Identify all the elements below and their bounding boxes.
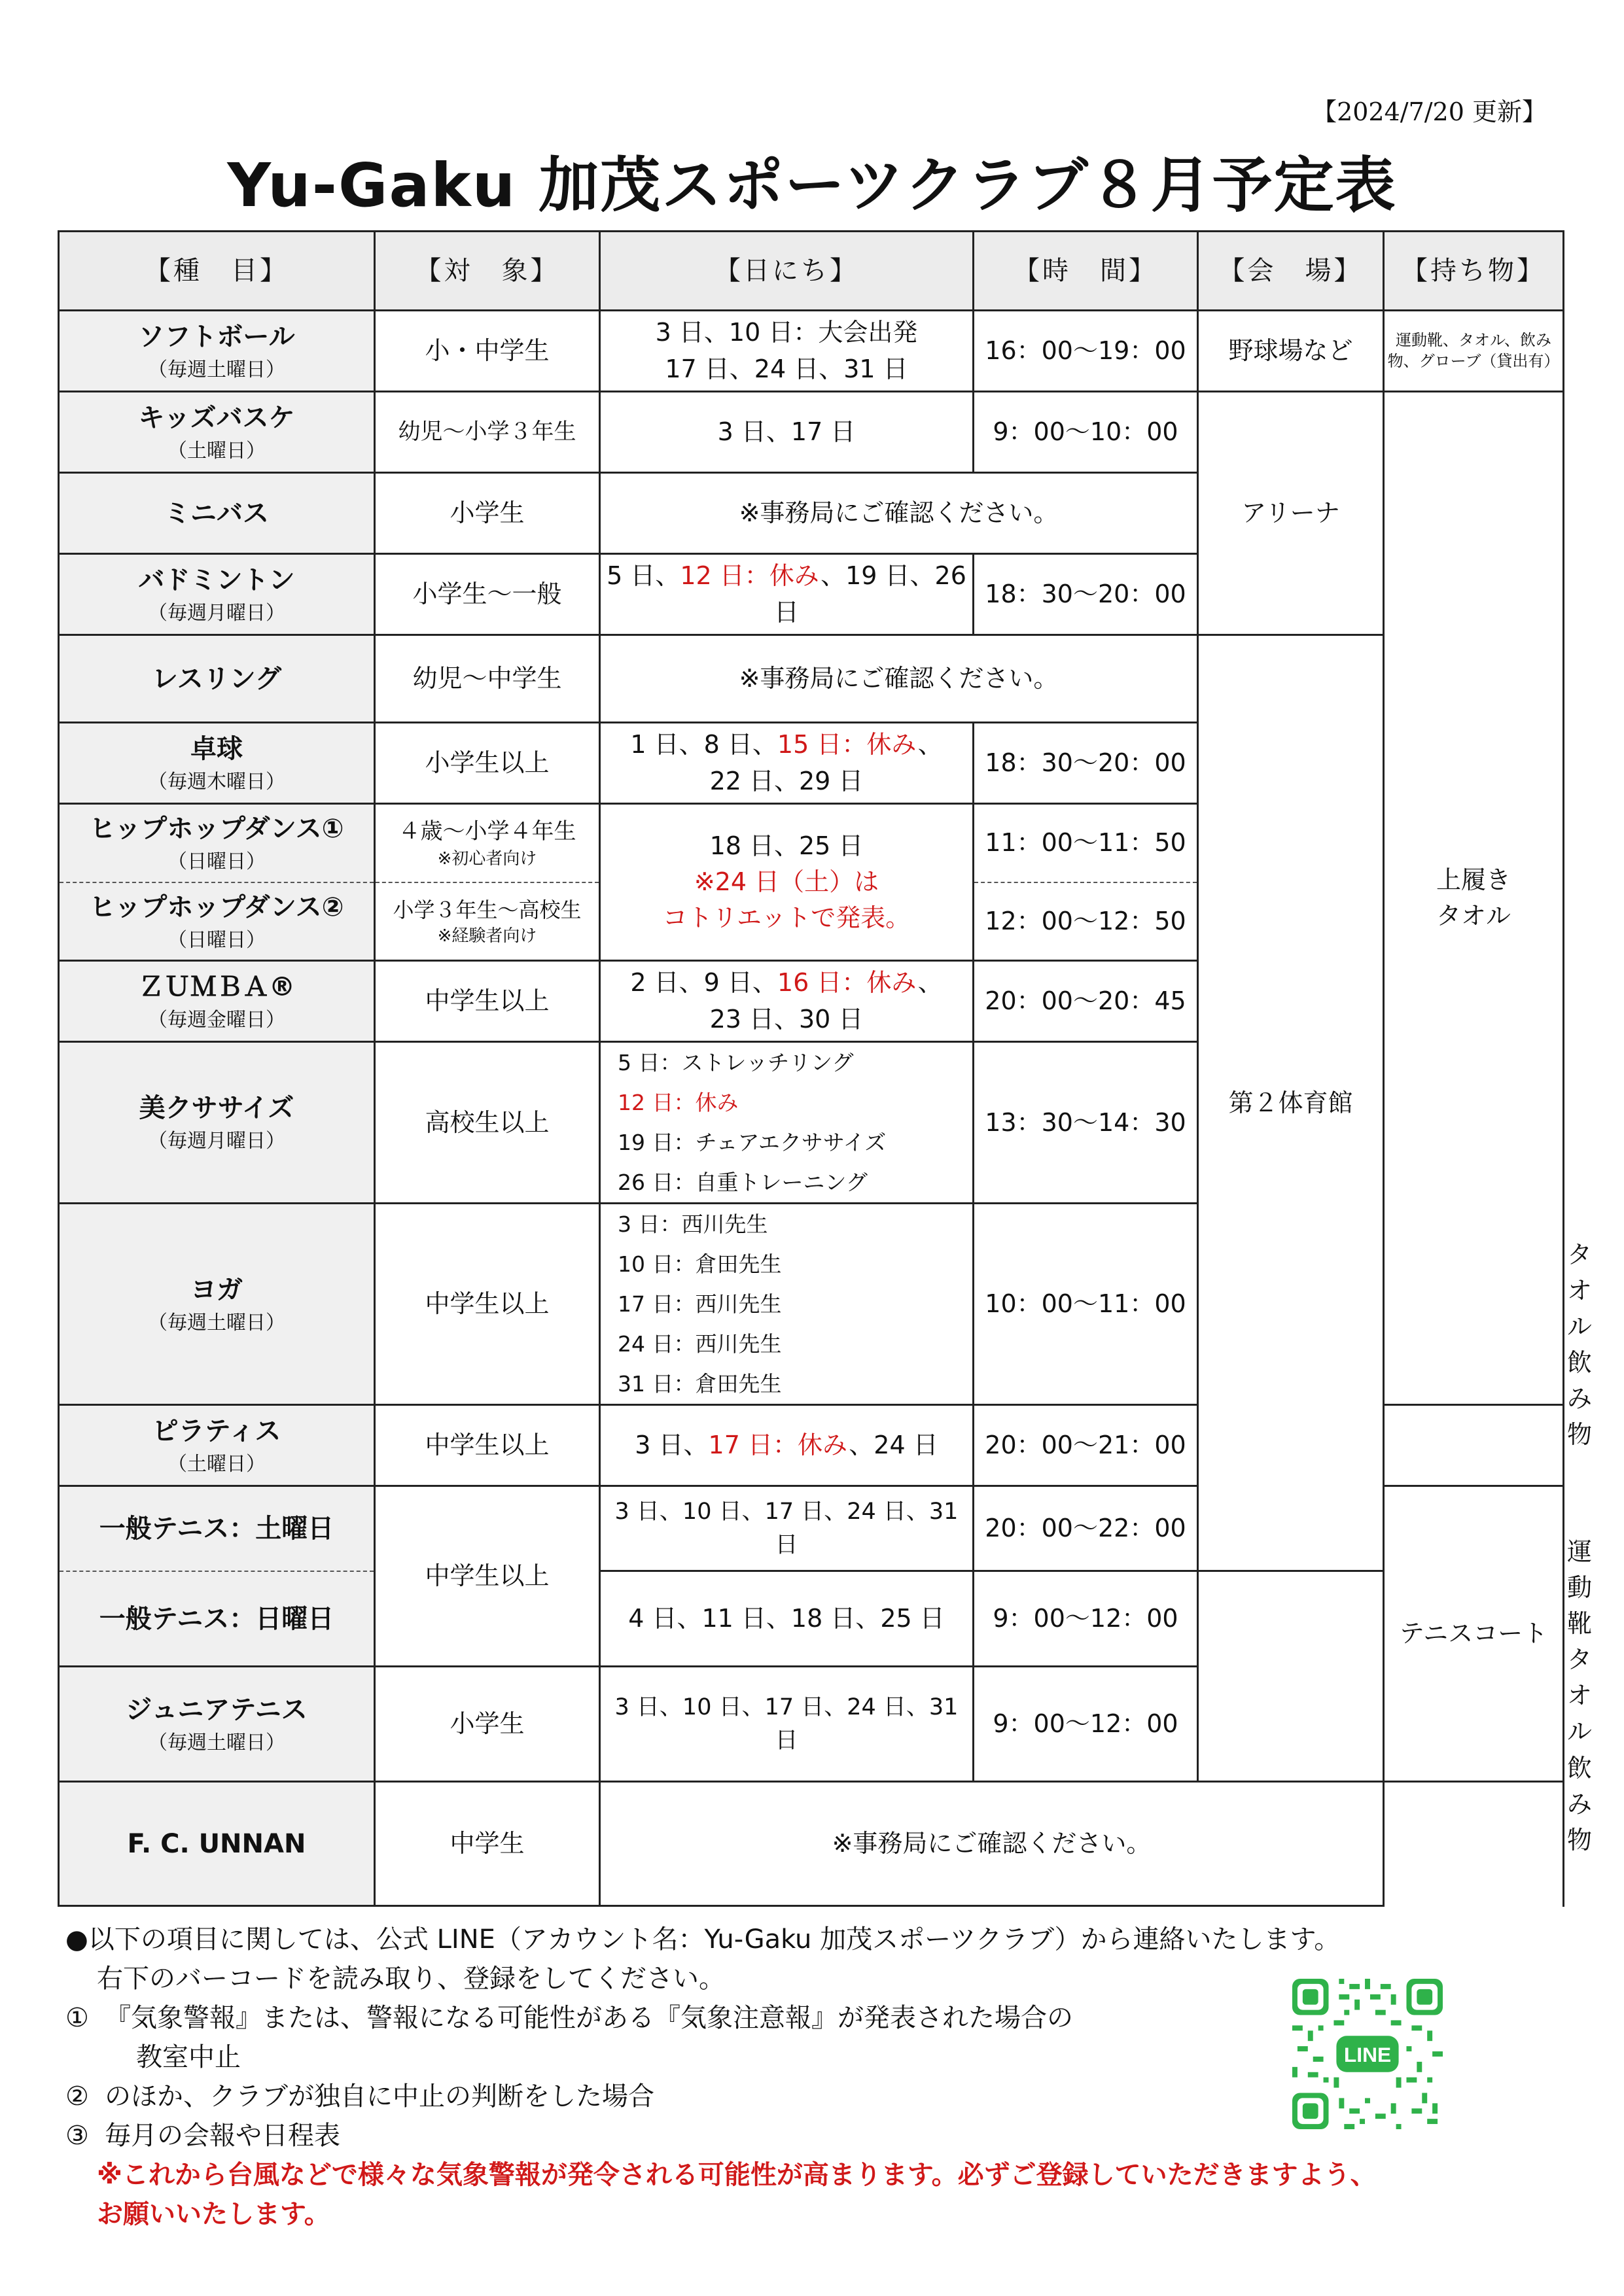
col-header-target: 【対 象】 xyxy=(375,232,600,311)
sport-name: レスリング xyxy=(152,663,281,694)
target-cell: 小学生 xyxy=(375,1667,600,1782)
notes-intro: ●以下の項目に関しては、公式 LINE（アカウント名：Yu-Gaku 加茂スポーツクラブ）から連絡いたします。 xyxy=(65,1924,1341,1955)
notes-item-number: ① xyxy=(65,2003,89,2033)
target-cell: 中学生以上 xyxy=(375,1405,600,1486)
belongings-cell xyxy=(1384,311,1564,392)
sport-schedule: （毎週土曜日） xyxy=(148,1731,285,1755)
sport-name: ピラティス xyxy=(152,1416,281,1447)
dates-cell-hiphop xyxy=(600,804,974,961)
dates-holiday: 12 日：休み xyxy=(680,561,821,591)
sport-name: キッズバスケ xyxy=(138,402,295,433)
sport-cell xyxy=(59,1486,375,1571)
list-item: 31 日：倉田先生 xyxy=(618,1371,782,1397)
sport-schedule: （土曜日） xyxy=(168,1453,266,1476)
time-cell: 9：00〜12：00 xyxy=(974,1571,1198,1667)
dates-text: 、24 日 xyxy=(849,1431,938,1460)
dates-text: 1 日、8 日、 xyxy=(630,730,777,759)
venue-cell-tennis: テニスコート xyxy=(1384,1486,1564,1782)
table-row xyxy=(59,1782,1564,1906)
sport-cell xyxy=(59,1782,375,1906)
time-cell: 9：00〜10：00 xyxy=(974,392,1198,473)
table-row xyxy=(59,311,1564,392)
sport-name: ミニバス xyxy=(164,498,269,529)
sport-cell xyxy=(59,723,375,804)
time-cell: 18：30〜20：00 xyxy=(974,723,1198,804)
sport-schedule: （毎週土曜日） xyxy=(148,1312,285,1335)
target-cell-tennis: 中学生以上 xyxy=(375,1486,600,1667)
sport-cell xyxy=(59,1204,375,1405)
venue-cell: 野球場など xyxy=(1198,311,1384,392)
sport-name: ＺＵＭＢＡ® xyxy=(138,971,295,1002)
table-row: ヨガ （毎週土曜日） 中学生以上 3 日：西川先生 10 日：倉田先生 17 日：西川先生 24 日：西川先生 31 日：倉田先生 10：00〜11：00 タオル 飲み物 xyxy=(59,1204,1564,1405)
time-cell: 9：00〜12：00 xyxy=(974,1667,1198,1782)
time-cell: 18：30〜20：00 xyxy=(974,554,1198,635)
time-cell: 16：00〜19：00 xyxy=(974,311,1198,392)
target-cell: 小学生以上 xyxy=(375,723,600,804)
notes-item-number: ② xyxy=(65,2081,89,2112)
table-row xyxy=(59,1667,1564,1782)
sport-schedule: （毎週土曜日） xyxy=(148,358,285,381)
time-cell: 20：00〜20：45 xyxy=(974,961,1198,1042)
target-cell: 小学生〜一般 xyxy=(375,554,600,635)
dates-cell xyxy=(600,311,974,392)
sport-schedule: （毎週木曜日） xyxy=(148,770,285,793)
col-header-sport: 【種 目】 xyxy=(59,232,375,311)
target-note: ※初心者向け xyxy=(437,848,537,869)
sport-name: ヒップホップダンス① xyxy=(89,814,344,844)
notes-item-text: のほか、クラブが独自に中止の判断をした場合 xyxy=(105,2081,654,2112)
dates-line: 17 日、24 日、31 日 xyxy=(665,354,908,383)
sport-name: 一般テニス：土曜日 xyxy=(99,1514,334,1544)
sport-name: ヨガ xyxy=(190,1275,243,1306)
dates-line: 18 日、25 日 xyxy=(709,831,864,860)
dates-note: コトリエットで発表。 xyxy=(662,903,911,933)
time-cell: 10：00〜11：00 xyxy=(974,1204,1198,1405)
sport-schedule: （毎週月曜日） xyxy=(148,1130,285,1153)
dates-cell xyxy=(600,1405,974,1486)
sport-cell xyxy=(59,473,375,554)
sport-cell xyxy=(59,1667,375,1782)
sport-name: 一般テニス：日曜日 xyxy=(99,1603,334,1634)
sport-name: F. C. UNNAN xyxy=(127,1828,306,1859)
target-cell: 小学生 xyxy=(375,473,600,554)
sport-cell xyxy=(59,882,375,961)
update-note: 【2024/7/20 更新】 xyxy=(1312,97,1547,126)
target-text: ４歳〜小学４年生 xyxy=(398,818,576,845)
dates-text: 5 日、 xyxy=(607,561,680,591)
belongings-item: タオル xyxy=(1436,901,1511,931)
dates-holiday: 17 日：休み xyxy=(708,1431,849,1460)
time-cell: 12：00〜12：50 xyxy=(974,882,1198,961)
target-cell: 中学生 xyxy=(375,1782,600,1906)
list-item: 26 日：自重トレーニング xyxy=(618,1170,868,1196)
list-item-holiday: 12 日：休み xyxy=(618,1090,739,1116)
sport-cell xyxy=(59,635,375,723)
dates-text: 3 日、 xyxy=(635,1431,709,1460)
table-row xyxy=(59,635,1564,723)
sport-name: 卓球 xyxy=(190,733,243,764)
sport-name: ヒップホップダンス② xyxy=(89,892,344,922)
col-header-time: 【時 間】 xyxy=(974,232,1198,311)
sport-name: ジュニアテニス xyxy=(126,1695,308,1726)
dates-cell xyxy=(600,723,974,804)
sport-schedule: （毎週金曜日） xyxy=(148,1008,285,1032)
notes-item-1-cont: 教室中止 xyxy=(136,2042,241,2072)
dates-text: 、 xyxy=(917,968,943,998)
belongings-text: 運動靴、タオル、飲み物、グローブ（貸出有） xyxy=(1387,331,1560,370)
sport-name: 美クササイズ xyxy=(139,1093,294,1124)
dates-text: 、 xyxy=(917,730,943,759)
dates-cell: 3 日、10 日、17 日、24 日、31 日 xyxy=(600,1667,974,1782)
notes-item-text: 毎月の会報や日程表 xyxy=(105,2121,340,2151)
notes-intro-2: 右下のバーコードを読み取り、登録をしてください。 xyxy=(97,1964,725,1994)
dates-line: 23 日、30 日 xyxy=(709,1004,864,1034)
dates-holiday: 15 日：休み xyxy=(777,730,918,759)
target-cell: 中学生以上 xyxy=(375,1204,600,1405)
target-cell: 高校生以上 xyxy=(375,1042,600,1204)
venue-cell-gym2: 第２体育館 xyxy=(1198,635,1384,1571)
sport-cell xyxy=(59,1571,375,1667)
line-qr-code-icon[interactable] xyxy=(1292,1979,1443,2129)
dates-cell: ※事務局にご確認ください。 xyxy=(600,1782,1384,1906)
sport-cell xyxy=(59,804,375,882)
notes-item-number: ③ xyxy=(65,2121,89,2151)
sport-cell xyxy=(59,1405,375,1486)
table-row xyxy=(59,1571,1564,1667)
dates-line: 22 日、29 日 xyxy=(709,766,864,795)
dates-cell: ※事務局にご確認ください。 xyxy=(600,473,1198,554)
qr-logo-label: LINE xyxy=(1343,2042,1392,2066)
target-text: 小学３年生〜高校生 xyxy=(393,897,582,923)
dates-cell xyxy=(600,1042,974,1204)
dates-cell: 3 日、10 日、17 日、24 日、31 日 xyxy=(600,1486,974,1571)
col-header-venue: 【会 場】 xyxy=(1198,232,1384,311)
dates-cell: ※事務局にご確認ください。 xyxy=(600,635,1198,723)
sport-cell xyxy=(59,311,375,392)
list-item: 24 日：西川先生 xyxy=(618,1331,782,1357)
dates-cell xyxy=(600,961,974,1042)
sport-cell xyxy=(59,392,375,473)
sport-schedule: （毎週月曜日） xyxy=(148,601,285,625)
list-item: 19 日：チェアエクササイズ xyxy=(618,1130,887,1156)
notes-warning: ※これから台風などで様々な気象警報が発令される可能性が高まります。必ずご登録していただきますよう、 xyxy=(97,2160,1377,2190)
sport-cell xyxy=(59,1042,375,1204)
sport-name: バドミントン xyxy=(138,565,295,595)
sport-name: ソフトボール xyxy=(138,321,295,352)
list-item: 3 日：西川先生 xyxy=(618,1211,768,1238)
time-cell: 13：30〜14：30 xyxy=(974,1042,1198,1204)
dates-line: 3 日、10 日：大会出発 xyxy=(655,318,918,347)
time-cell: 20：00〜22：00 xyxy=(974,1486,1198,1571)
sport-cell xyxy=(59,554,375,635)
dates-cell: 4 日、11 日、18 日、25 日 xyxy=(600,1571,974,1667)
schedule-table xyxy=(58,230,1593,1907)
table-row xyxy=(59,392,1564,473)
time-cell: 20：00〜21：00 xyxy=(974,1405,1198,1486)
dates-cell xyxy=(600,554,974,635)
target-note: ※経験者向け xyxy=(437,926,537,946)
list-item: 10 日：倉田先生 xyxy=(618,1251,782,1278)
dates-cell xyxy=(600,1204,974,1405)
notes-warning-2: お願いいたします。 xyxy=(97,2199,330,2229)
table-header-row xyxy=(59,232,1564,311)
target-cell: 中学生以上 xyxy=(375,961,600,1042)
dates-cell: 3 日、17 日 xyxy=(600,392,974,473)
list-item: 5 日：ストレッチリング xyxy=(618,1050,854,1075)
time-cell: 11：00〜11：50 xyxy=(974,804,1198,882)
target-cell: 幼児〜中学生 xyxy=(375,635,600,723)
dates-text: 、19 日、26 日 xyxy=(773,561,966,627)
belongings-cell-group1 xyxy=(1384,392,1564,1405)
sport-schedule: （日曜日） xyxy=(168,928,266,952)
sport-cell xyxy=(59,961,375,1042)
notes-item-text: 『気象警報』または、警報になる可能性がある『気象注意報』が発表された場合の xyxy=(105,2003,1073,2033)
dates-holiday: 16 日：休み xyxy=(777,968,918,998)
list-item: 17 日：西川先生 xyxy=(618,1291,782,1317)
dates-note: ※24 日（土）は xyxy=(694,867,879,896)
target-cell xyxy=(375,804,600,882)
page-title: Yu-Gaku 加茂スポーツクラブ８月予定表 xyxy=(227,150,1397,220)
venue-cell-arena: アリーナ xyxy=(1198,392,1384,635)
target-cell: 小・中学生 xyxy=(375,311,600,392)
sport-schedule: （日曜日） xyxy=(168,850,266,873)
dates-text: 2 日、9 日、 xyxy=(630,968,777,998)
belongings-item: 上履き xyxy=(1436,865,1511,895)
col-header-belongings: 【持ち物】 xyxy=(1384,232,1564,311)
col-header-dates: 【日にち】 xyxy=(600,232,974,311)
table-row: 一般テニス：土曜日 中学生以上 3 日、10 日、17 日、24 日、31 日 20：00〜22：00 テニスコート 運動靴 タオル 飲み物 xyxy=(59,1486,1564,1571)
target-cell xyxy=(375,882,600,961)
sport-schedule: （土曜日） xyxy=(168,439,266,462)
target-cell: 幼児〜小学３年生 xyxy=(375,392,600,473)
